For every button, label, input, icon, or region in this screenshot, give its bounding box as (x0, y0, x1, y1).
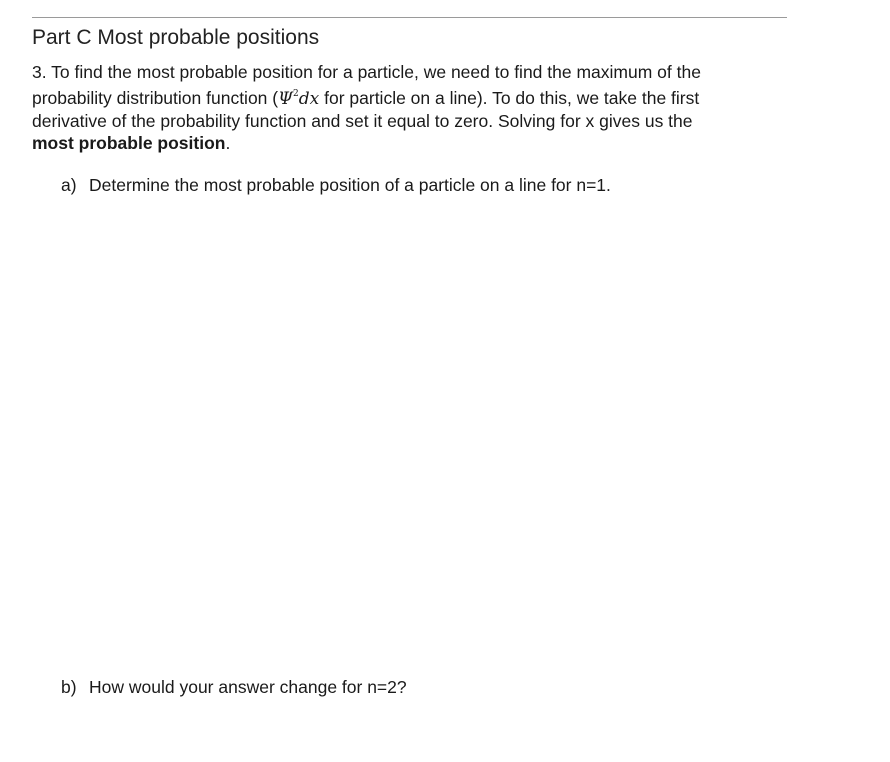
question-a (61, 174, 611, 196)
section-title: Part C Most probable positions (32, 26, 320, 49)
question-b (61, 676, 407, 698)
question-b-text: How would your answer change for n=2? (89, 677, 407, 697)
psi-exponent: 2 (293, 89, 299, 99)
problem-statement (32, 61, 792, 154)
problem-line-2-end: for particle on a line). To do this, we take the first (319, 88, 700, 108)
problem-line-1: 3. To find the most probable position for a particle, we need to find the maximum of the (32, 62, 701, 82)
problem-line-2 (32, 83, 792, 110)
dx-symbol: dx (298, 89, 320, 109)
question-a-label: a) (61, 175, 77, 195)
question-a-text: Determine the most probable position of a particle on a line for n=1. (89, 175, 611, 195)
top-divider (32, 17, 787, 18)
problem-line-4-end: . (225, 133, 231, 153)
question-b-label: b) (61, 677, 77, 697)
psi-symbol: Ψ (278, 89, 294, 109)
psi-squared-dx-formula (278, 89, 319, 109)
most-probable-position-term: most probable position (32, 133, 226, 153)
problem-line-2-start: probability distribution function ( (32, 88, 279, 108)
problem-line-3: derivative of the probability function and set it equal to zero. Solving for x gives us the (32, 111, 693, 131)
problem-line-4 (32, 132, 792, 154)
